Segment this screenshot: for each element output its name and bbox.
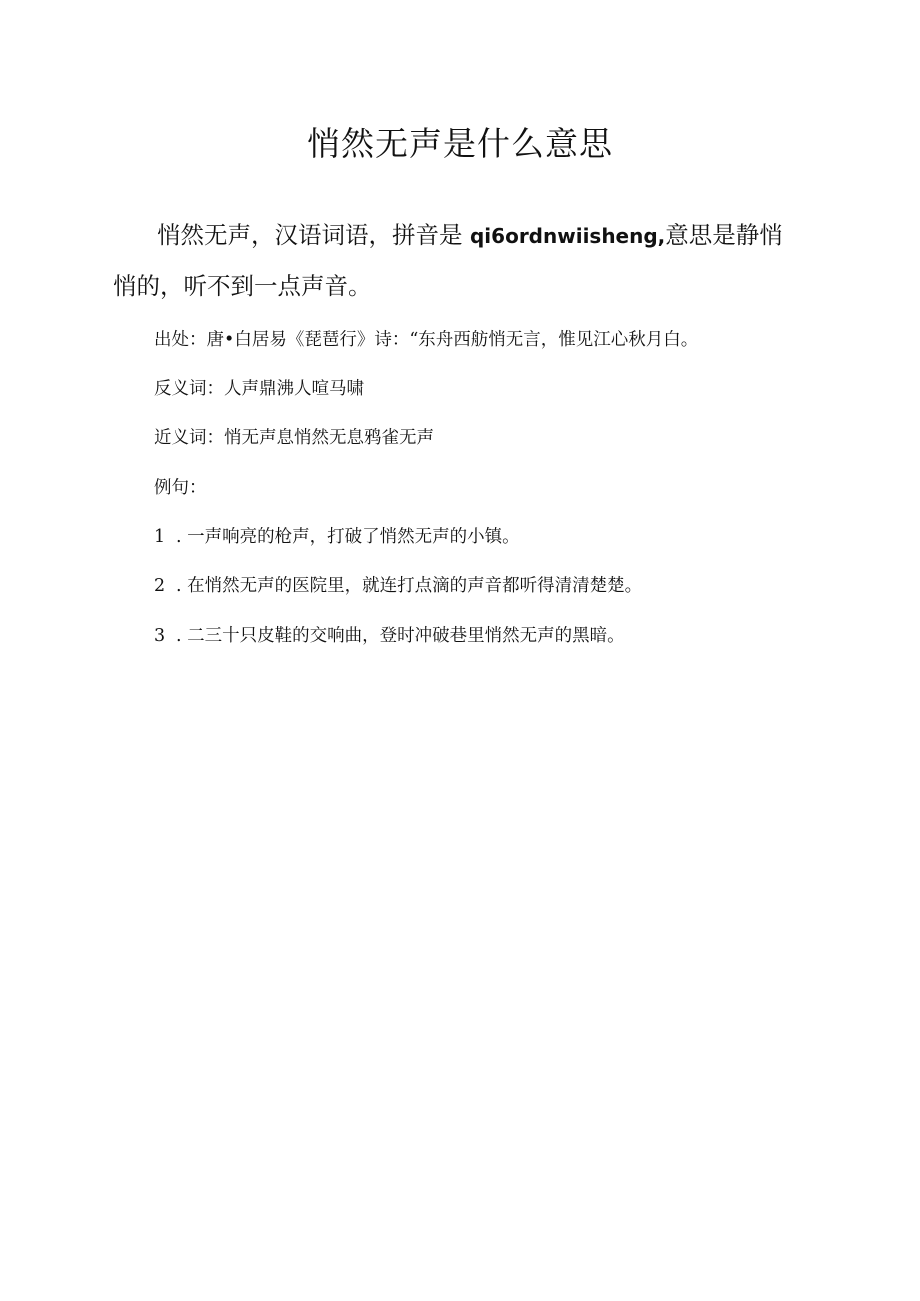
example-text: . 一声响亮的枪声，打破了悄然无声的小镇。 — [176, 527, 520, 547]
source-line: 出处：唐•白居易《琵琶行》诗：“东舟西舫悄无言，惟见江心秋月白。 — [154, 330, 699, 350]
example-item-1 — [154, 523, 520, 548]
antonyms-line: 反义词：人声鼎沸人喧马啸 — [154, 379, 364, 399]
intro-text-part1: 悄然无声，汉语词语，拼音是 — [157, 221, 470, 249]
intro-paragraph — [113, 210, 803, 311]
synonyms-line: 近义词：悄无声息悄然无息鸦雀无声 — [154, 428, 434, 448]
example-text: . 在悄然无声的医院里，就连打点滴的声音都听得清清楚楚。 — [176, 576, 643, 596]
intro-pinyin: qi6ordnwiisheng, — [469, 224, 666, 248]
example-number: 1 — [154, 527, 166, 547]
intro-text-part2: 意思是静悄悄的，听不到一点声音。 — [113, 221, 783, 300]
example-item-2 — [154, 572, 642, 597]
example-item-3 — [154, 622, 625, 647]
example-number: 2 — [154, 576, 166, 596]
example-number: 3 — [154, 626, 166, 646]
document-title: 悄然无声是什么意思 — [307, 124, 613, 163]
example-text: . 二三十只皮鞋的交响曲，登时冲破巷里悄然无声的黑暗。 — [176, 626, 625, 646]
examples-label: 例句： — [154, 478, 207, 498]
